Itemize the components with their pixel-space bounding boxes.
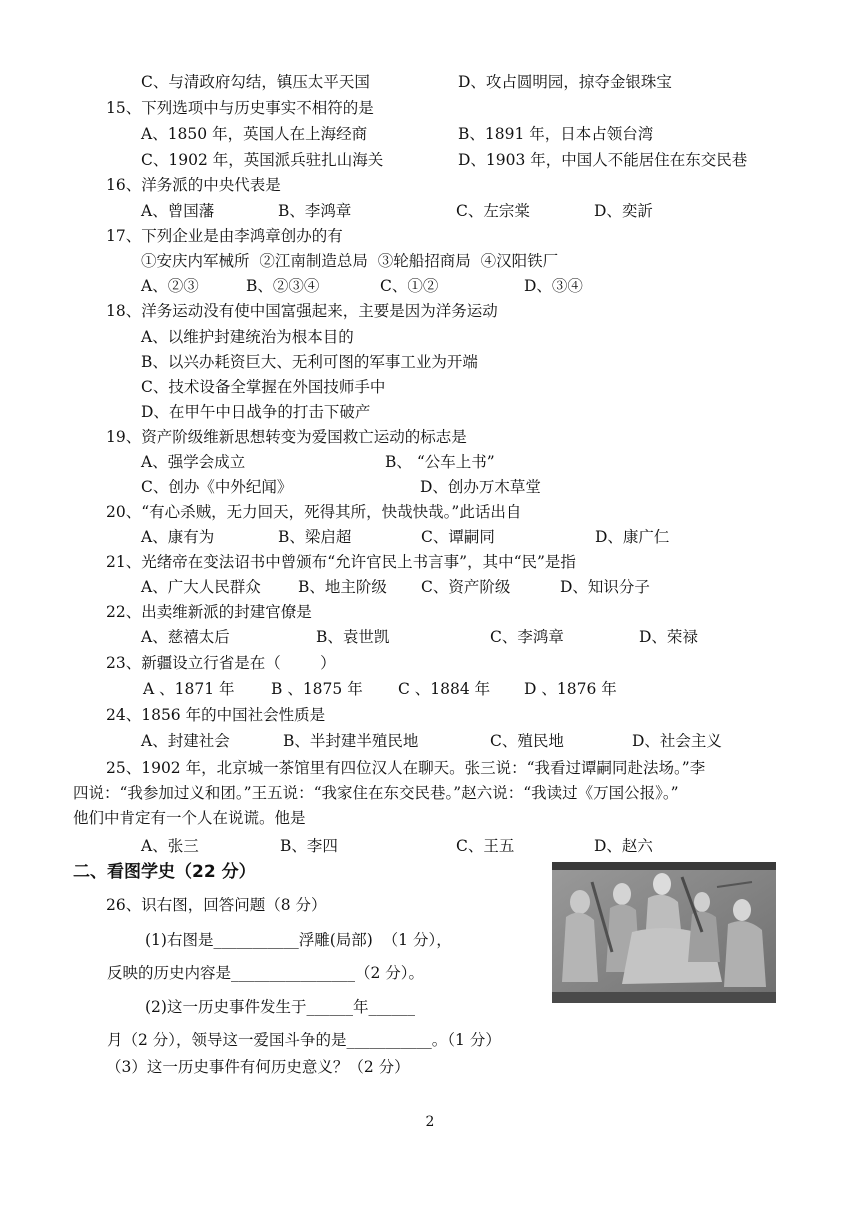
q15-option-b: B、1891 年，日本占领台湾 [458,125,654,143]
q16-option-d: D、奕訢 [594,202,653,220]
q20-stem: 20、“有心杀贼，无力回天，死得其所，快哉快哉。”此话出自 [106,503,522,521]
q25-line2: 四说：“我参加过义和团。”王五说：“我家住在东交民巷。”赵六说：“我读过《万国公报》。” [73,784,679,802]
q19-option-d: D、创办万木草堂 [420,478,541,496]
q26-part3: （3）这一历史事件有何历史意义？（2 分） [106,1058,410,1076]
q24-option-d: D、社会主义 [632,732,722,750]
q21-option-b: B、地主阶级 [298,578,387,596]
q14-option-d: D、攻占圆明园，掠夺金银珠宝 [458,73,672,91]
q23-stem: 23、新疆设立行省是在（ ） [106,654,336,672]
q22-stem: 22、出卖维新派的封建官僚是 [106,603,312,621]
q26-stem: 26、识右图，回答问题（8 分） [106,896,327,914]
section2-heading: 二、看图学史（22 分） [73,862,256,882]
q16-option-a: A、曾国藩 [141,202,215,220]
q25-option-c: C、王五 [456,837,515,855]
page-number: 2 [425,1114,435,1130]
q24-stem: 24、1856 年的中国社会性质是 [106,706,326,724]
q20-option-c: C、谭嗣同 [421,528,495,546]
q25-line1: 25、1902 年，北京城一茶馆里有四位汉人在聊天。张三说：“我看过谭嗣同赴法场。”李 [106,759,706,777]
q16-stem: 16、洋务派的中央代表是 [106,176,281,194]
q23-option-a: A 、1871 年 [143,680,235,698]
q21-option-a: A、广大人民群众 [141,578,261,596]
q20-option-d: D、康广仁 [595,528,670,546]
q21-stem: 21、光绪帝在变法诏书中曾颁布“允许官民上书言事”，其中“民”是指 [106,553,576,571]
q24-option-a: A、封建社会 [141,732,230,750]
q18-stem: 18、洋务运动没有使中国富强起来，主要是因为洋务运动 [106,302,498,320]
q26-part1: (1)右图是___________浮雕(局部) （1 分）， [145,931,452,949]
q25-option-a: A、张三 [141,837,199,855]
q21-option-d: D、知识分子 [560,578,650,596]
q23-option-d: D 、1876 年 [524,680,617,698]
q16-option-c: C、左宗棠 [456,202,530,220]
q20-option-a: A、康有为 [141,528,215,546]
q15-option-a: A、1850 年，英国人在上海经商 [141,125,368,143]
q19-option-c: C、创办《中外纪闻》 [141,478,293,496]
q26-part1-cont: 反映的历史内容是________________（2 分）。 [107,964,425,982]
q22-option-b: B、袁世凯 [316,628,390,646]
q23-option-c: C 、1884 年 [398,680,491,698]
q17-option-d: D、③④ [524,277,583,295]
q18-option-c: C、技术设备全掌握在外国技师手中 [141,378,386,396]
q26-part2-cont: 月（2 分），领导这一爱国斗争的是___________。（1 分） [107,1031,501,1049]
stone-relief-image [552,862,776,1003]
q18-option-b: B、以兴办耗资巨大、无利可图的军事工业为开端 [141,353,478,371]
q21-option-c: C、资产阶级 [421,578,511,596]
q16-option-b: B、李鸿章 [278,202,352,220]
q14-option-c: C、与清政府勾结，镇压太平天国 [141,73,370,91]
q24-option-b: B、半封建半殖民地 [283,732,419,750]
q22-option-c: C、李鸿章 [490,628,564,646]
q22-option-a: A、慈禧太后 [141,628,230,646]
q25-option-d: D、赵六 [594,837,653,855]
q20-option-b: B、梁启超 [278,528,352,546]
q17-stem: 17、下列企业是由李鸿章创办的有 [106,227,343,245]
q17-items: ①安庆内军械所 ②江南制造总局 ③轮船招商局 ④汉阳铁厂 [141,252,559,270]
q25-option-b: B、李四 [280,837,338,855]
q17-option-a: A、②③ [141,277,199,295]
q26-part2: (2)这一历史事件发生于______年______ [145,998,415,1016]
q22-option-d: D、荣禄 [639,628,698,646]
q23-option-b: B 、1875 年 [271,680,363,698]
q18-option-a: A、以维护封建统治为根本目的 [141,328,354,346]
q24-option-c: C、殖民地 [490,732,564,750]
q19-option-b: B、 “公车上书” [385,453,495,471]
q15-stem: 15、下列选项中与历史事实不相符的是 [106,99,374,117]
q19-stem: 19、资产阶级维新思想转变为爱国救亡运动的标志是 [106,428,467,446]
q15-option-d: D、1903 年，中国人不能居住在东交民巷 [458,151,748,169]
q19-option-a: A、强学会成立 [141,453,246,471]
q18-option-d: D、在甲午中日战争的打击下破产 [141,403,371,421]
q17-option-b: B、②③④ [246,277,320,295]
q25-line3: 他们中肯定有一个人在说谎。他是 [73,809,306,827]
q17-option-c: C、①② [380,277,439,295]
q15-option-c: C、1902 年，英国派兵驻扎山海关 [141,151,384,169]
